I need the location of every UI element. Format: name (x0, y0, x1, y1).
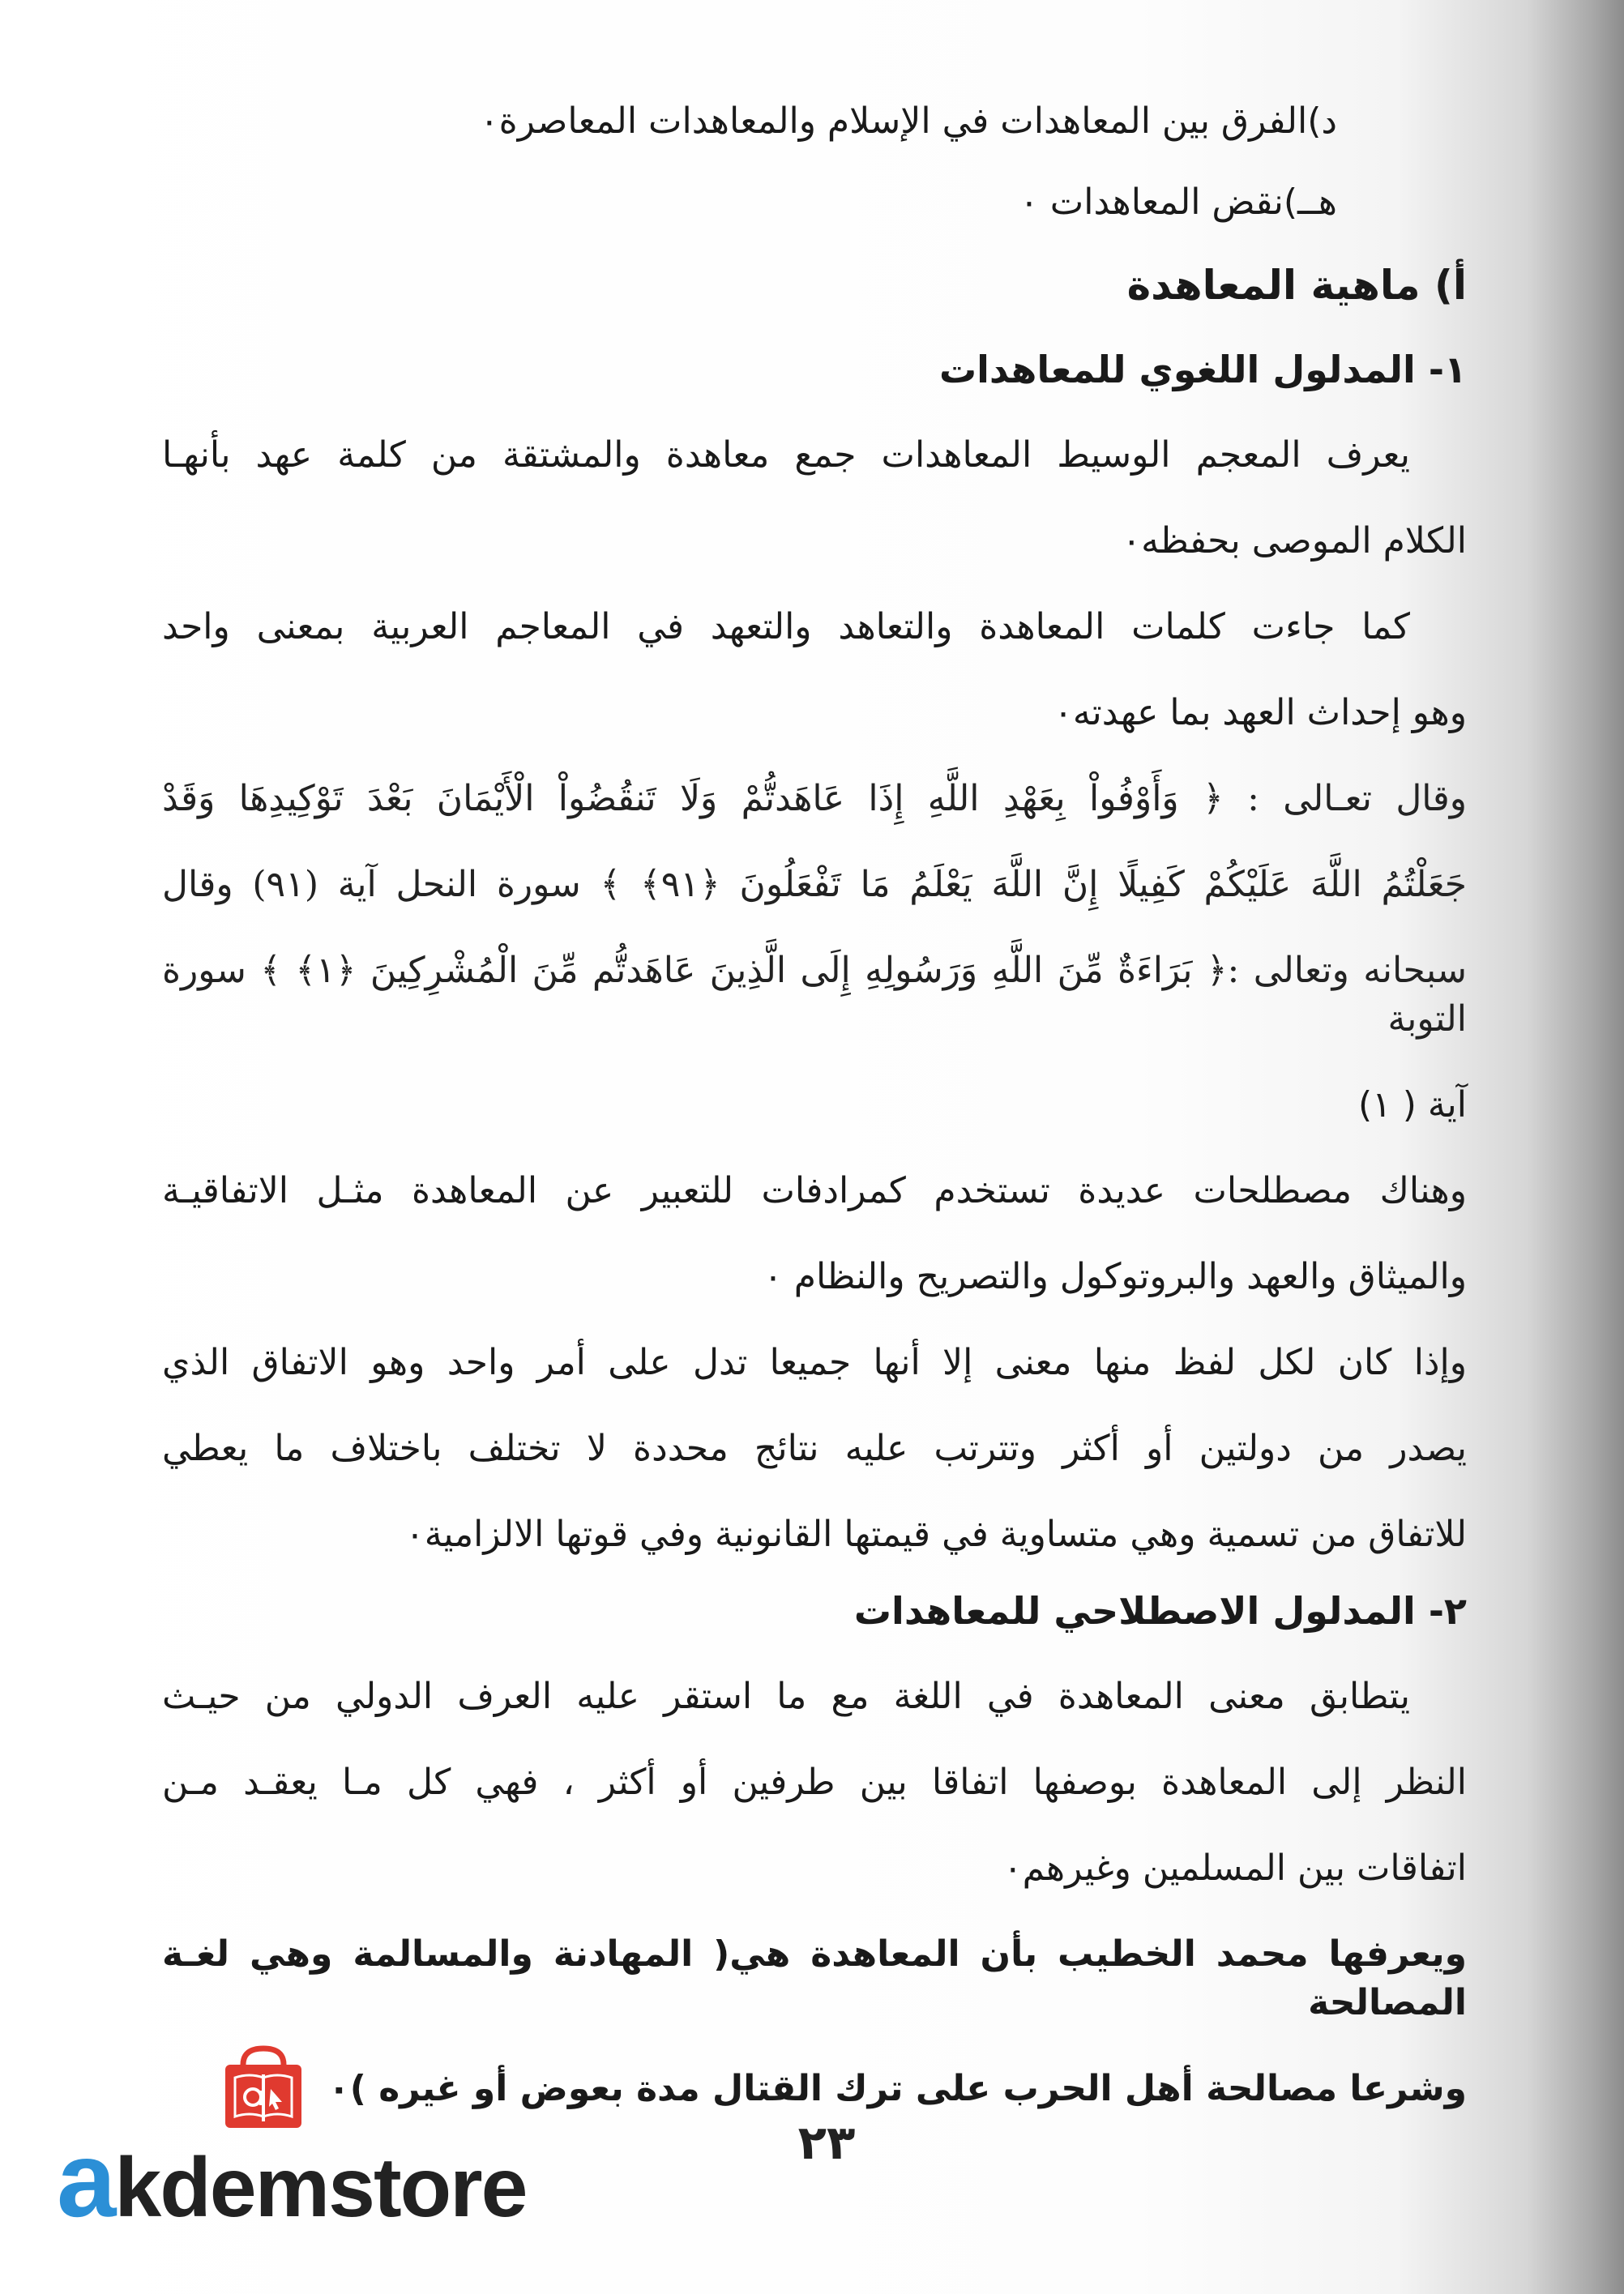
page-body (162, 97, 1467, 2113)
list-item-h: هــ)نقض المعاهدات ٠ (1019, 182, 1337, 223)
quran-verse-line: جَعَلْتُمُ اللَّهَ عَلَيْكُمْ كَفِيلًا إِنَّ اللَّهَ يَعْلَمُ مَا تَفْعَلُونَ ﴿٩١﴾ ﴾ سورة النحل آية (٩١) وقال (162, 864, 1467, 905)
paragraph-line: وإذا كان لكل لفظ منها معنى إلا أنها جميعا تدل على أمر واحد وهو الاتفاق الذي (162, 1342, 1467, 1383)
paragraph-line: كما جاءت كلمات المعاهدة والتعاهد والتعهد في المعاجم العربية بمعنى واحد (162, 606, 1410, 647)
paragraph-line: آية ( ١) (1357, 1084, 1467, 1126)
paragraph-line: وهو إحداث العهد بما عهدته٠ (1053, 692, 1467, 733)
section-heading-a: أ) ماهية المعاهدة (1126, 262, 1467, 309)
paragraph-line: وشرعا مصالحة أهل الحرب على ترك القتال مدة بعوض أو غيره )٠ (327, 2068, 1467, 2109)
paragraph-line: وهناك مصطلحات عديدة تستخدم كمرادفات للتعبير عن المعاهدة مثـل الاتفاقيـة (162, 1170, 1467, 1211)
brand-logo-rest: kdemstore (114, 2141, 527, 2235)
paragraph-line: والميثاق والعهد والبروتوكول والتصريح والنظام ٠ (763, 1256, 1467, 1297)
paragraph-line: النظر إلى المعاهدة بوصفها اتفاقا بين طرفين أو أكثر ، فهي كل مـا يعقـد مـن (162, 1762, 1467, 1803)
subheading-terminological: ٢- المدلول الاصطلاحي للمعاهدات (853, 1589, 1467, 1633)
brand-logo (57, 2120, 527, 2239)
book-bag-icon (219, 2042, 308, 2131)
paragraph-line: ويعرفها محمد الخطيب بأن المعاهدة هي( المهادنة والمسالمة وهي لغـة المصالحة (162, 1933, 1467, 2023)
paragraph-line: يتطابق معنى المعاهدة في اللغة مع ما استقر عليه العرف الدولي من حيـث (162, 1676, 1410, 1717)
quran-verse-line: سبحانه وتعالى :﴿ بَرَاءَةٌ مِّنَ اللَّهِ وَرَسُولِهِ إِلَى الَّذِينَ عَاهَدتُّم مِّنَ الْمُشْرِكِينَ ﴿١﴾ ﴾ سورة التوبة (162, 950, 1468, 1040)
paragraph-line: يصدر من دولتين أو أكثر وتترتب عليه نتائج محددة لا تختلف باختلاف ما يعطي (162, 1428, 1467, 1469)
paragraph-line: للاتفاق من تسمية وهي متساوية في قيمتها القانونية وفي قوتها الالزامية٠ (405, 1514, 1467, 1555)
list-item-d: د)الفرق بين المعاهدات في الإسلام والمعاهدات المعاصرة٠ (480, 100, 1337, 142)
subheading-linguistic: ١- المدلول اللغوي للمعاهدات (938, 348, 1467, 391)
page-number: ٢٣ (797, 2115, 856, 2170)
paragraph-line: اتفاقات بين المسلمين وغيرهم٠ (1002, 1848, 1467, 1889)
brand-logo-first: a (57, 2120, 115, 2239)
paragraph-line: الكلام الموصى بحفظه٠ (1122, 520, 1467, 562)
paragraph-line: يعرف المعجم الوسيط المعاهدات جمع معاهدة والمشتقة من كلمة عهد بأنهـا (162, 434, 1410, 476)
quran-verse-line: وقال تعـالى : ﴿ وَأَوْفُواْ بِعَهْدِ اللَّهِ إِذَا عَاهَدتُّمْ وَلَا تَنقُضُواْ الْأَيْمَانَ بَعْدَ تَوْكِيدِهَا وَقَدْ (162, 778, 1467, 819)
